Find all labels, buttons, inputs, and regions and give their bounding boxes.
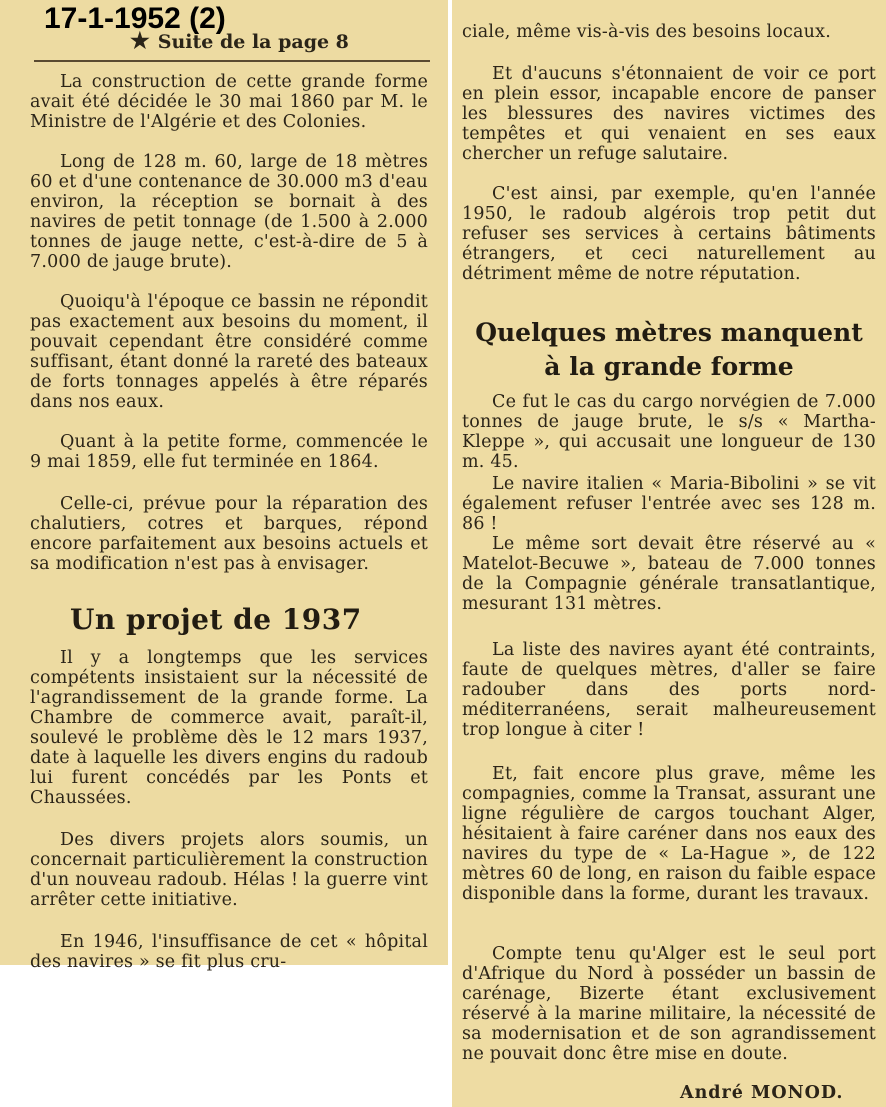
paragraph-left-5: Celle-ci, prévue pour la réparation des chalutiers, cotres et barques, répond encore parfaitement aux besoins actuels et sa modification n'est pas à envisager. (30, 494, 428, 574)
paragraph-left-4: Quant à la petite forme, commencée le 9 mai 1859, elle fut terminée en 1864. (30, 432, 428, 472)
paragraph-left-6: Il y a longtemps que les services compétents insistaient sur la nécessité de l'agrandissement de la grande forme. La Chambre de commerce avait, paraît-il, soulevé le problème dès le 12 mars 1937, date à laquelle les divers engins du radoub lui furent concédés par les Ponts et Chaussées. (30, 648, 428, 808)
paragraph-right-5: Le navire italien « Maria-Bibolini » se vit également refuser l'entrée avec ses 128 m. 86 ! (462, 474, 876, 534)
paragraph-right-6: Le même sort devait être réservé au « Matelot-Becuwe », bateau de 7.000 tonnes de la Compagnie générale transatlantique, mesurant 131 mètres. (462, 534, 876, 614)
paragraph-left-1: La construction de cette grande forme avait été décidée le 30 mai 1860 par M. le Ministre de l'Algérie et des Colonies. (30, 72, 428, 132)
header-divider (34, 60, 430, 62)
paragraph-right-1: ciale, même vis-à-vis des besoins locaux. (462, 22, 831, 42)
author-signature: André MONOD. (680, 1083, 844, 1103)
paragraph-left-2: Long de 128 m. 60, large de 18 mètres 60 et d'une contenance de 30.000 m3 d'eau environ, la réception se bornait à des navires de petit tonnage (de 1.500 à 2.000 tonnes de jauge nette, c'est-à-dire de 5 à 7.000 de jauge brute). (30, 152, 428, 272)
headline-1937: Un projet de 1937 (70, 603, 362, 636)
date-stamp: 17-1-1952 (2) (44, 2, 226, 35)
paragraph-left-3: Quoiqu'à l'époque ce bassin ne répondit pas exactement aux besoins du moment, il pouvait cependant être considéré comme suffisant, étant donné la rareté des bateaux de forts tonnages appelés à être réparés dans nos eaux. (30, 292, 428, 412)
continuation-label: Suite de la page 8 (157, 31, 349, 53)
paragraph-right-4: Ce fut le cas du cargo norvégien de 7.000 tonnes de jauge brute, le s/s « Martha-Kleppe », qui accusait une longueur de 130 m. 45. (462, 392, 876, 472)
paragraph-left-8: En 1946, l'insuffisance de cet « hôpital des navires » se fit plus cru- (30, 932, 428, 972)
paragraph-right-3: C'est ainsi, par exemple, qu'en l'année 1950, le radoub algérois trop petit dut refuser ses services à certains bâtiments étrangers, et ceci naturellement au détriment même de notre réputation. (462, 184, 876, 284)
paragraph-left-7: Des divers projets alors soumis, un concernait particulièrement la construction d'un nouveau radoub. Hélas ! la guerre vint arrêter cette initiative. (30, 830, 428, 910)
paragraph-right-2: Et d'aucuns s'étonnaient de voir ce port en plein essor, incapable encore de panser les blessures des navires victimes des tempêtes et qui venaient en ses eaux chercher un refuge salutaire. (462, 64, 876, 164)
paragraph-right-8: Et, fait encore plus grave, même les compagnies, comme la Transat, assurant une ligne régulière de cargos touchant Alger, hésitaient à faire caréner dans nos eaux des navires du type de « La-Hague », de 122 mètres 60 de long, en raison du faible espace disponible dans la forme, durant les travaux. (462, 764, 876, 904)
left-column (0, 0, 448, 965)
headline-quelques-metres (462, 316, 876, 384)
headline-line-1: Quelques mètres manquent (475, 318, 863, 347)
paragraph-right-7: La liste des navires ayant été contraints, faute de quelques mètres, d'aller se faire radouber dans des ports nord-méditerranéens, serait malheureusement trop longue à citer ! (462, 640, 876, 740)
star-icon: ★ (130, 28, 150, 54)
headline-line-2: à la grande forme (544, 352, 794, 381)
paragraph-right-9: Compte tenu qu'Alger est le seul port d'Afrique du Nord à posséder un bassin de carénage, Bizerte étant exclusivement réservé à la marine militaire, la nécessité de sa modernisation et de son agrandissement ne pouvait donc être mise en doute. (462, 944, 876, 1064)
